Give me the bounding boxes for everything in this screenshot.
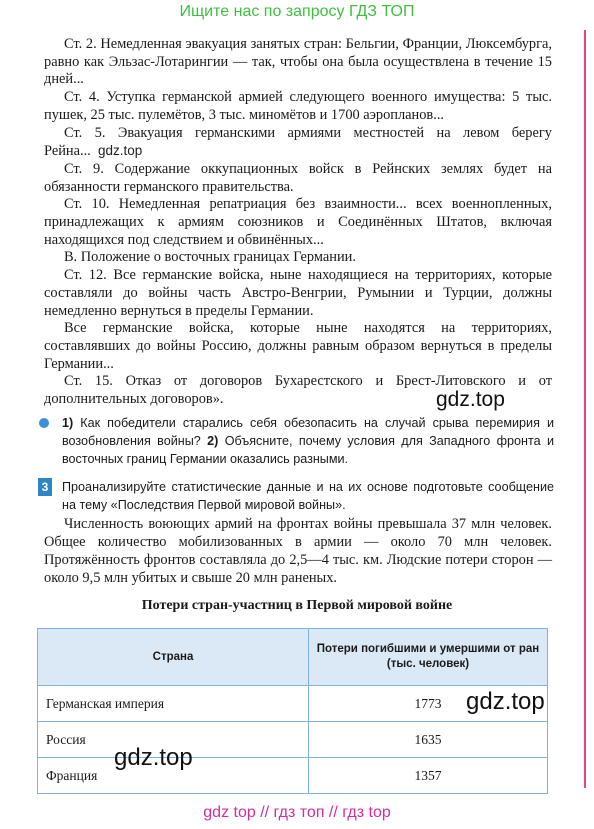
armistice-text: [44, 36, 552, 409]
column-header-losses: Потери погибшими и умершими от ран (тыс. человек): [309, 629, 548, 686]
top-banner: Ищите нас по запросу ГДЗ ТОП: [179, 3, 415, 20]
losses-cell: 1773: [309, 686, 548, 722]
section-b-heading: В. Положение о восточных границах Германии.: [64, 249, 356, 266]
country-cell: Россия: [38, 722, 309, 758]
article-2: Ст. 2. Немедленная эвакуация занятых стран: Бельгии, Франции, Люксембурга, равно как Эльзас-Лотарингии — так, чтобы она была осуществлена в течение 15 дней...: [44, 36, 552, 88]
footer-links: gdz top // гдз топ // гдз top: [203, 804, 391, 821]
watermark: gdz.top: [436, 388, 505, 411]
task-number-badge: 3: [38, 478, 52, 496]
question-text: [62, 414, 554, 468]
country-cell: Франция: [38, 758, 309, 794]
article-12-continued: Все германские войска, которые ныне находятся на территориях, составлявших до войны Россию, должны равным образом вернуться в пределы Германии...: [44, 320, 552, 372]
losses-cell: 1635: [309, 722, 548, 758]
task-text: Проанализируйте статистические данные и на их основе подготовьте сообщение на тему «Последствия Первой мировой войны».: [62, 480, 554, 512]
watermark: gdz.top: [466, 688, 545, 715]
question-number: 1): [62, 416, 74, 430]
article-12: Ст. 12. Все германские войска, ныне находящиеся на территориях, которые составляли до войны часть Австро-Венгрии, Румынии и Турции, должны немедленно вернуться в пределы Германии.: [44, 267, 552, 319]
watermark: gdz.top: [114, 744, 193, 771]
page-edge-rule: [584, 30, 586, 788]
article-5: [44, 125, 552, 161]
inline-watermark: gdz.top: [98, 143, 143, 159]
article-4: Ст. 4. Уступка германской армией следующего военного имущества: 5 тыс. пушек, 25 тыс. пулемётов, 3 тыс. миномётов и 1700 аэропланов...: [44, 89, 552, 123]
task-block: [36, 478, 554, 514]
article-15: Ст. 15. Отказ от договоров Бухарестского и Брест-Литовского и от дополнительных договоров».: [44, 373, 552, 408]
question-part: Как победители старались себя обезопасить на случай срыва перемирия и возобновления войны?: [62, 416, 554, 448]
article-5-text: Ст. 5. Эвакуация германскими армиями местностей на левом берегу Рейна...: [44, 124, 552, 160]
country-cell: Германская империя: [38, 686, 309, 722]
article-9: Ст. 9. Содержание оккупационных войск в Рейнских землях будет на обязанности германского правительства.: [44, 160, 552, 195]
statistics-text: [44, 516, 552, 588]
losses-cell: 1357: [309, 758, 548, 794]
bullet-dot-icon: [39, 418, 49, 428]
question-number: 2): [207, 434, 219, 448]
table-title: Потери стран-участниц в Первой мировой войне: [141, 598, 453, 613]
article-10: Ст. 10. Немедленная репатриация без взаимности... всех военнопленных, принадлежащих к армиям союзников и Соединённых Штатов, включая находящихся под следствием и обвинённых...: [44, 196, 552, 248]
table-header-row: [38, 629, 548, 686]
statistics-paragraph: Численность воюющих армий на фронтах войны превышала 37 млн человек. Общее количество мобилизованных в армии — около 70 млн человек. Протяжённость фронтов составляла до 2,5—4 тыс. км. Людские потери сторон — около 9,5 млн убитых и свыше 20 млн раненых.: [44, 516, 552, 586]
column-header-country: Страна: [38, 629, 309, 686]
question-block: [36, 414, 554, 468]
question-part: Объясните, почему условия для Западного фронта и восточных границ Германии оказались разными.: [62, 434, 555, 466]
